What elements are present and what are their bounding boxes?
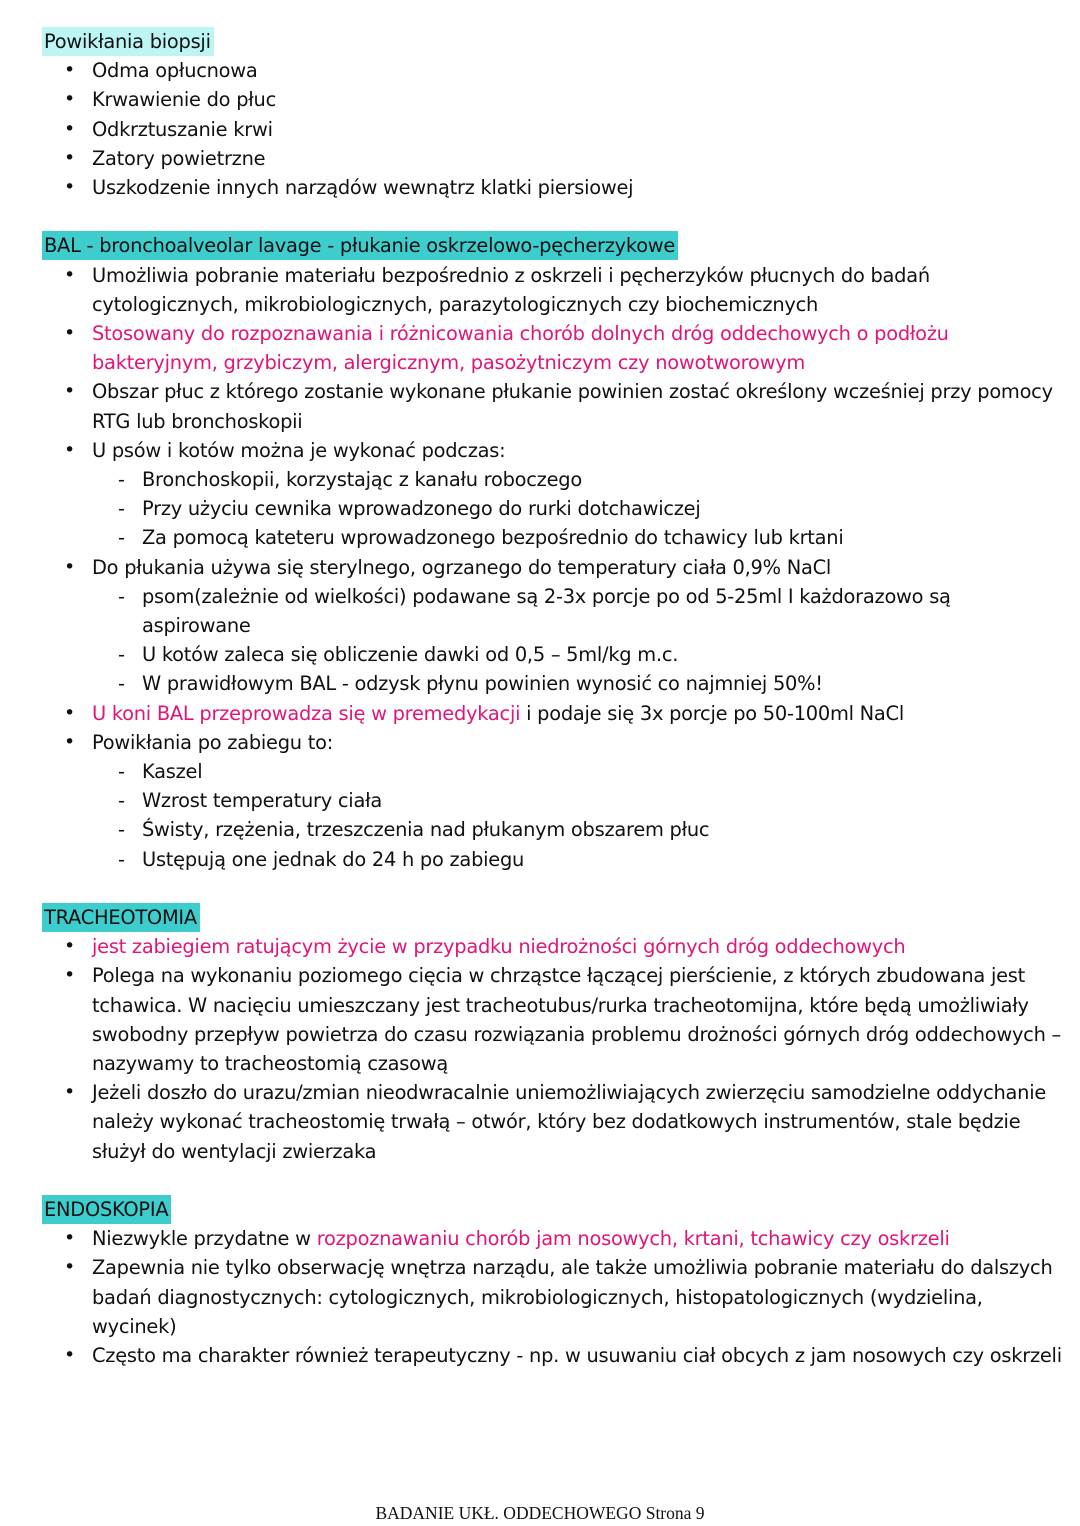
- dash-icon: -: [118, 526, 125, 550]
- sub-list-item: - U kotów zaleca się obliczenie dawki od 0,5 – 5ml/kg m.c.: [142, 640, 1062, 669]
- bullet-icon: •: [64, 146, 75, 169]
- section-heading: BAL - bronchoalveolar lavage - płukanie oskrzelowo-pęcherzykowe: [42, 231, 678, 260]
- bullet-icon: •: [64, 555, 75, 578]
- sub-list-item: - Za pomocą kateteru wprowadzonego bezpośrednio do tchawicy lub krtani: [142, 523, 1062, 552]
- sub-list-item: - Ustępują one jednak do 24 h po zabiegu: [142, 845, 1062, 874]
- list-item: • jest zabiegiem ratującym życie w przypadku niedrożności górnych dróg oddechowych: [92, 932, 1062, 961]
- list-item: • Obszar płuc z którego zostanie wykonane płukanie powinien zostać określony wcześniej przy pomocy RTG lub bronchoskopii: [92, 377, 1062, 435]
- bullet-icon: •: [64, 88, 75, 111]
- list-item: • U psów i kotów można je wykonać podczas: - Bronchoskopii, korzystając z kanału roboczego - Przy użyciu cewnika wprowadzonego do rurki dotchawiczej - Za pomocą kateteru wprowadzonego bezpośrednio do tchawicy lub krtani: [92, 436, 1062, 553]
- list-item: • Stosowany do rozpoznawania i różnicowania chorób dolnych dróg oddechowych o podłożu bakteryjnym, grzybiczym, alergicznym, pasożytniczym czy nowotworowym: [92, 319, 1062, 377]
- dash-icon: -: [118, 818, 125, 842]
- list-item: • Umożliwia pobranie materiału bezpośrednio z oskrzeli i pęcherzyków płucnych do badań cytologicznych, mikrobiologicznych, parazytologicznych czy biochemicznych: [92, 261, 1062, 319]
- dash-icon: -: [118, 643, 125, 667]
- section-endoscopy: [42, 1195, 1062, 1370]
- sub-list-item: - Bronchoskopii, korzystając z kanału roboczego: [142, 465, 1062, 494]
- section-tracheotomy: [42, 903, 1062, 1166]
- bullet-icon: •: [64, 263, 75, 286]
- dash-icon: -: [118, 584, 125, 608]
- sub-list: [92, 757, 1062, 874]
- dash-icon: -: [118, 497, 125, 521]
- bullet-icon: •: [64, 964, 75, 987]
- bullet-icon: •: [64, 176, 75, 199]
- dash-icon: -: [118, 789, 125, 813]
- bullet-icon: •: [64, 935, 75, 958]
- list-item: • Powikłania po zabiegu to: - Kaszel - Wzrost temperatury ciała - Świsty, rzężenia, trzeszczenia nad płukanym obszarem płuc - Ustępują one jednak do 24 h po zabiegu: [92, 728, 1062, 874]
- sub-list-item: - Kaszel: [142, 757, 1062, 786]
- list-item: • Niezwykle przydatne w rozpoznawaniu chorób jam nosowych, krtani, tchawicy czy oskrzeli: [92, 1224, 1062, 1253]
- bullet-icon: •: [64, 59, 75, 82]
- section-heading: TRACHEOTOMIA: [42, 903, 200, 932]
- list-item: • Polega na wykonaniu poziomego cięcia w chrząstce łączącej pierścienie, z których zbudowana jest tchawica. W nacięciu umieszczany jest tracheotubus/rurka tracheotomijna, które będą umożliwiały swobodny przepływ powietrza do czasu rozwiązania problemu drożności górnych dróg oddechowych – nazywamy to tracheostomią czasową: [92, 961, 1062, 1078]
- list-item: • Uszkodzenie innych narządów wewnątrz klatki piersiowej: [92, 173, 1062, 202]
- bullet-list: [42, 1224, 1062, 1370]
- bullet-icon: •: [64, 1081, 75, 1104]
- list-item: • Do płukania używa się sterylnego, ogrzanego do temperatury ciała 0,9% NaCl - psom(zależnie od wielkości) podawane są 2-3x porcje po od 5-25ml I każdorazowo są aspirowane - U kotów zaleca się obliczenie dawki od 0,5 – 5ml/kg m.c. - W prawidłowym BAL - odzysk płynu powinien wynosić co najmniej 50%!: [92, 553, 1062, 699]
- dash-icon: -: [118, 760, 125, 784]
- bullet-list: [42, 56, 1062, 202]
- section-bal: [42, 231, 1062, 873]
- sub-list: [92, 465, 1062, 553]
- dash-icon: -: [118, 847, 125, 871]
- dash-icon: -: [118, 672, 125, 696]
- list-item: • Często ma charakter również terapeutyczny - np. w usuwaniu ciał obcych z jam nosowych czy oskrzeli: [92, 1341, 1062, 1370]
- list-item: • Jeżeli doszło do urazu/zmian nieodwracalnie uniemożliwiających zwierzęciu samodzielne oddychanie należy wykonać tracheostomię trwałą – otwór, który bez dodatkowych instrumentów, stale będzie służył do wentylacji zwierzaka: [92, 1078, 1062, 1166]
- section-heading: Powikłania biopsji: [42, 27, 214, 56]
- bullet-icon: •: [64, 701, 75, 724]
- bullet-icon: •: [64, 380, 75, 403]
- document-page: [42, 27, 1062, 1370]
- page-footer: BADANIE UKŁ. ODDECHOWEGO Strona 9: [375, 1503, 705, 1523]
- bullet-icon: •: [64, 1344, 75, 1367]
- bullet-list: [42, 932, 1062, 1166]
- sub-list-item: - W prawidłowym BAL - odzysk płynu powinien wynosić co najmniej 50%!: [142, 669, 1062, 698]
- list-item: • Zatory powietrzne: [92, 144, 1062, 173]
- list-item: • Krwawienie do płuc: [92, 85, 1062, 114]
- bullet-icon: •: [64, 1227, 75, 1250]
- section-heading: ENDOSKOPIA: [42, 1195, 171, 1224]
- sub-list-item: - Przy użyciu cewnika wprowadzonego do rurki dotchawiczej: [142, 494, 1062, 523]
- list-item: • U koni BAL przeprowadza się w premedykacji i podaje się 3x porcje po 50-100ml NaCl: [92, 699, 1062, 728]
- sub-list: [92, 582, 1062, 699]
- bullet-icon: •: [64, 117, 75, 140]
- list-item: • Odma opłucnowa: [92, 56, 1062, 85]
- section-biopsy-complications: [42, 27, 1062, 202]
- bullet-icon: •: [64, 1256, 75, 1279]
- bullet-icon: •: [64, 438, 75, 461]
- sub-list-item: - Świsty, rzężenia, trzeszczenia nad płukanym obszarem płuc: [142, 815, 1062, 844]
- list-item: • Zapewnia nie tylko obserwację wnętrza narządu, ale także umożliwia pobranie materiału do dalszych badań diagnostycznych: cytologicznych, mikrobiologicznych, histopatologicznych (wydzielina, wycinek): [92, 1253, 1062, 1341]
- bullet-icon: •: [64, 730, 75, 753]
- list-item: • Odkrztuszanie krwi: [92, 115, 1062, 144]
- bullet-list: [42, 261, 1062, 874]
- dash-icon: -: [118, 468, 125, 492]
- sub-list-item: - Wzrost temperatury ciała: [142, 786, 1062, 815]
- bullet-icon: •: [64, 322, 75, 345]
- sub-list-item: - psom(zależnie od wielkości) podawane są 2-3x porcje po od 5-25ml I każdorazowo są aspirowane: [142, 582, 1062, 640]
